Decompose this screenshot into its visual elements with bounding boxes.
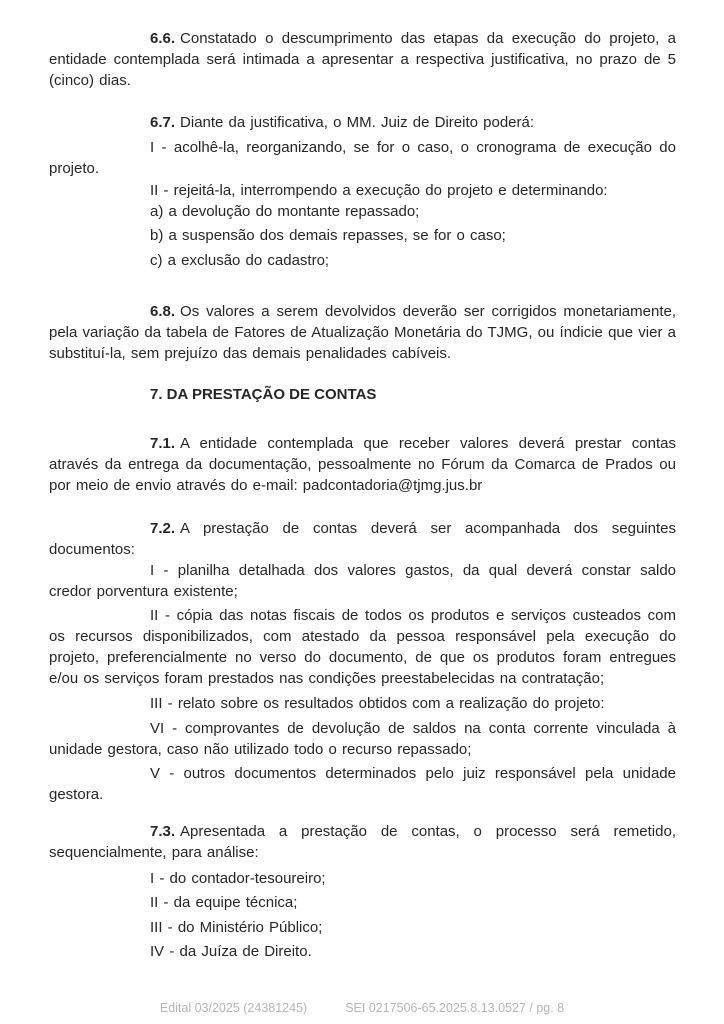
section-6-7-item-ii: II - rejeitá-la, interrompendo a execução do projeto e determinando:	[150, 182, 608, 199]
section-7-3-number: 7.3.	[150, 823, 176, 840]
section-7-3-text: Apresentada a prestação de contas, o processo será remetido, sequencialmente, para análise:	[49, 823, 676, 861]
section-6-7-item-i: I - acolhê-la, reorganizando, se for o caso, o cronograma de execução do projeto.	[49, 139, 676, 177]
section-7-2-item-vi: VI - comprovantes de devolução de saldos na conta corrente vinculada à unidade gestora, caso não utilizado todo o recurso repassado;	[49, 720, 676, 758]
section-7-1	[49, 433, 676, 496]
section-7-2-item-ii: II - cópia das notas fiscais de todos os produtos e serviços custeados com os recursos disponibilizados, com atestado da pessoa responsável pela execução do projeto, preferencialmente no verso do documento, de que os produtos foram entregues e/ou os serviços foram prestados nas condições preestabelecidas na contratação;	[49, 607, 676, 687]
chapter-7-heading: 7. DA PRESTAÇÃO DE CONTAS	[150, 386, 377, 403]
section-7-3-item-iii: III - do Ministério Público;	[150, 919, 323, 936]
section-6-8-text: Os valores a serem devolvidos deverão ser corrigidos monetariamente, pela variação da tabela de Fatores de Atualização Monetária do TJMG, ou índicie que vier a substituí-la, sem prejuízo das demais penalidades cabíveis.	[49, 303, 676, 362]
section-7-3-item-iv: IV - da Juíza de Direito.	[150, 943, 312, 960]
section-6-6	[49, 28, 676, 91]
section-6-7	[49, 112, 676, 133]
section-7-2-number: 7.2.	[150, 520, 176, 537]
email-address: padcontadoria@tjmg.jus.br	[302, 477, 483, 494]
section-6-7-number: 6.7.	[150, 114, 176, 131]
footer-sei-page-reference: SEI 0217506-65.2025.8.13.0527 / pg. 8	[345, 1001, 565, 1015]
section-7-1-text: A entidade contemplada que receber valores deverá prestar contas através da entrega da documentação, pessoalmente no Fórum da Comarca de Prados ou por meio de envio através do e-mail:	[49, 435, 676, 494]
section-6-7-text: Diante da justificativa, o MM. Juiz de Direito poderá:	[180, 114, 535, 131]
document-content	[49, 28, 676, 962]
footer-edital-reference: Edital 03/2025 (24381245)	[159, 1001, 308, 1015]
section-7-2-text: A prestação de contas deverá ser acompanhada dos seguintes documentos:	[49, 520, 676, 558]
section-6-6-text: Constatado o descumprimento das etapas da execução do projeto, a entidade contemplada será intimada a apresentar a respectiva justificativa, no prazo de 5 (cinco) dias.	[49, 30, 676, 89]
section-7-2-item-v: V - outros documentos determinados pelo juiz responsável pela unidade gestora.	[49, 765, 676, 803]
section-7-3	[49, 821, 676, 863]
section-7-2-item-iii: III - relato sobre os resultados obtidos com a realização do projeto:	[150, 695, 605, 712]
section-7-2-item-i: I - planilha detalhada dos valores gastos, da qual deverá constar saldo credor porventura existente;	[49, 562, 676, 600]
section-7-1-number: 7.1.	[150, 435, 176, 452]
section-7-3-item-i: I - do contador-tesoureiro;	[150, 870, 326, 887]
section-7-3-item-ii: II - da equipe técnica;	[150, 894, 298, 911]
section-6-7-item-c: c) a exclusão do cadastro;	[150, 252, 330, 269]
section-6-8-number: 6.8.	[150, 303, 176, 320]
section-6-8	[49, 301, 676, 364]
section-6-7-item-a: a) a devolução do montante repassado;	[150, 203, 420, 220]
page-footer	[0, 1000, 724, 1016]
section-6-7-item-b: b) a suspensão dos demais repasses, se for o caso;	[150, 227, 506, 244]
section-7-2	[49, 518, 676, 560]
section-6-6-number: 6.6.	[150, 30, 176, 47]
